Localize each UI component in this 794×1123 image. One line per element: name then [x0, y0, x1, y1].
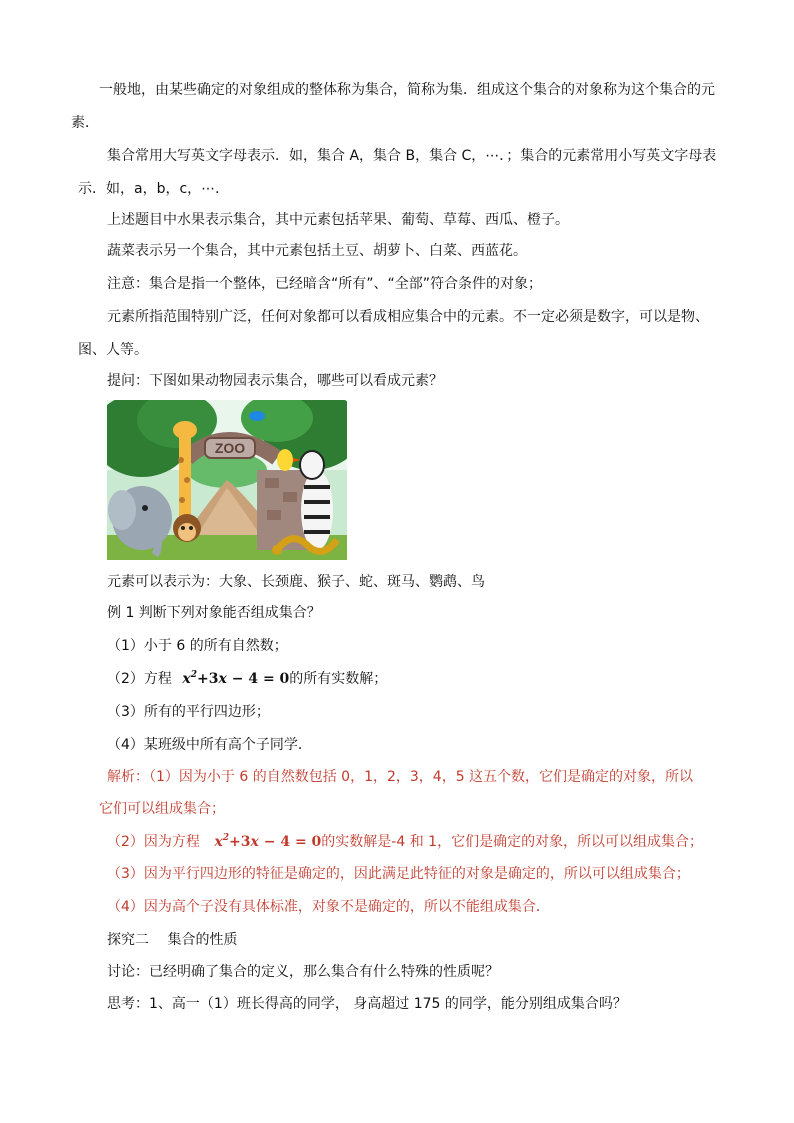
zoo-illustration: [107, 400, 347, 560]
paragraph-fruit-set: 上述题目中水果表示集合，其中元素包括苹果、葡萄、草莓、西瓜、橙子。: [107, 212, 569, 228]
solution-line-4: （3）因为平行四边形的特征是确定的，因此满足此特征的对象是确定的，所以可以组成集合；: [107, 866, 690, 882]
paragraph-scope-line1: 元素所指范围特别广泛，任何对象都可以看成相应集合中的元素。不一定必须是数字，可以是物、: [107, 309, 709, 325]
paragraph-notation-line2: 示．如，a，b，c，⋯．: [78, 181, 230, 197]
paragraph-answer: 元素可以表示为：大象、长颈鹿、猴子、蛇、斑马、鹦鹉、鸟: [107, 574, 485, 590]
zoo-sign-text: ZOO: [214, 440, 246, 456]
paragraph-notation-line1: 集合常用大写英文字母表示．如，集合 A，集合 B，集合 C，⋯．；集合的元素常用小写英文字母表: [107, 148, 717, 164]
example-item-2-prefix: （2）方程: [107, 671, 172, 687]
example-item-3: （3）所有的平行四边形；: [107, 704, 270, 720]
example-item-2-suffix: 的所有实数解；: [289, 671, 388, 687]
solution-line-1: 解析：（1）因为小于 6 的自然数包括 0，1，2，3，4，5 这五个数，它们是确定的对象，所以: [107, 769, 694, 785]
equation: $x^2+3x - 4 = 0$: [182, 670, 290, 687]
solution-line-3-prefix: （2）因为方程: [107, 834, 200, 850]
example-item-1: （1）小于 6 的所有自然数；: [107, 638, 288, 654]
solution-line-2: 它们可以组成集合；: [99, 801, 225, 817]
example-item-4: （4）某班级中所有高个子同学．: [107, 737, 312, 753]
section-title-explore-2: 探究二 集合的性质: [107, 932, 238, 948]
paragraph-discuss: 讨论：已经明确了集合的定义，那么集合有什么特殊的性质呢？: [107, 964, 499, 980]
paragraph-scope-line2: 图、人等。: [78, 342, 148, 358]
solution-line-3: [107, 832, 703, 852]
example-title: 例 1 判断下列对象能否组成集合？: [107, 605, 321, 621]
paragraph-think: 思考：1、高一（1）班长得高的同学， 身高超过 175 的同学，能分别组成集合吗？: [107, 996, 627, 1012]
example-item-2: [107, 669, 387, 689]
paragraph-note: 注意：集合是指一个整体，已经暗含“所有”、“全部”符合条件的对象；: [107, 276, 543, 292]
solution-line-3-suffix: 的实数解是-4 和 1，它们是确定的对象，所以可以组成集合；: [321, 834, 704, 850]
solution-line-5: （4）因为高个子没有具体标准，对象不是确定的，所以不能组成集合．: [107, 899, 550, 915]
paragraph-question: 提问：下图如果动物园表示集合，哪些可以看成元素？: [107, 373, 443, 389]
solution-equation: $x^2+3x - 4 = 0$: [214, 833, 322, 850]
paragraph-vegetable-set: 蔬菜表示另一个集合，其中元素包括土豆、胡萝卜、白菜、西蓝花。: [107, 243, 527, 259]
paragraph-definition-line1: 一般地，由某些确定的对象组成的整体称为集合，简称为集．组成这个集合的对象称为这个集合的元: [99, 82, 715, 98]
paragraph-definition-line2: 素．: [71, 115, 99, 131]
